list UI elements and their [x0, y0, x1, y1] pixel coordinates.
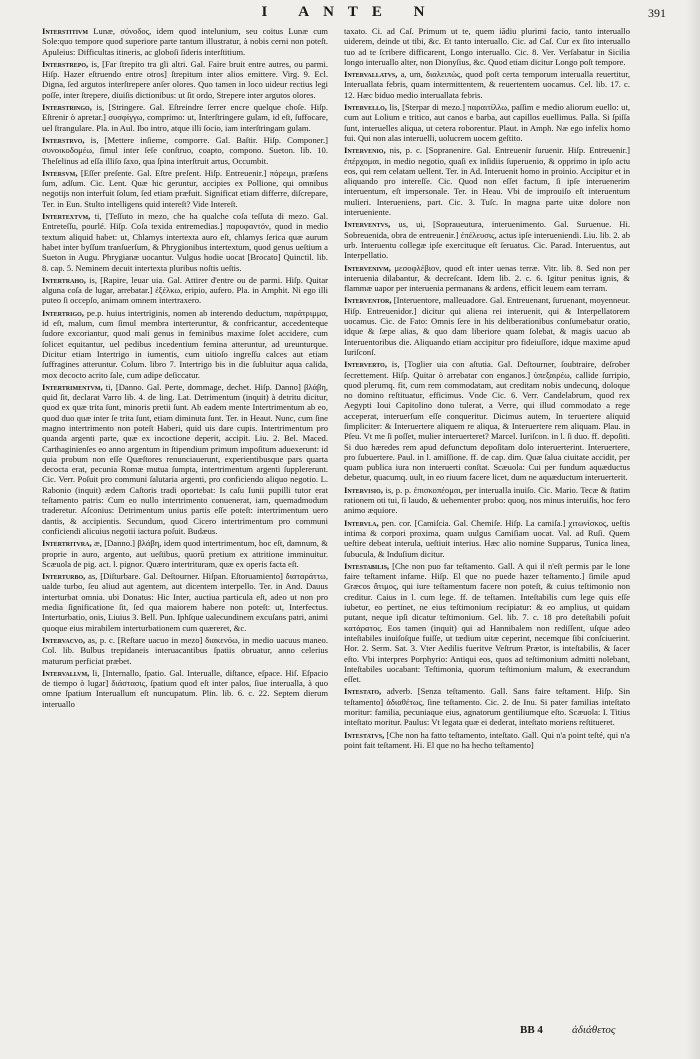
dictionary-entry — [344, 69, 630, 100]
entry-headword: Intertextvm, — [42, 211, 91, 222]
dictionary-entry — [42, 102, 328, 133]
catchword: ἀδιάθετος — [572, 1024, 616, 1036]
entry-headword: Intertraho, — [42, 274, 86, 285]
entry-headword: Interverto, — [344, 359, 387, 370]
entry-text: μεσοφλέβιον, quod eſt inter uenas terræ. Vitr. lib. 8. Sed non per interuenia dilabantur, & decreſcant. Idem lib. 2. c. 6. Igitur penitus ignis, & flammæ uapor per interuenia permanans & ardens, efficit leuem eam terram. — [344, 262, 630, 294]
left-column — [42, 26, 328, 996]
dictionary-entry — [344, 219, 630, 260]
dictionary-entry — [42, 538, 328, 569]
dictionary-entry — [42, 59, 328, 100]
entry-text: lis, [Sterpar di mezo.] παραιτίλλω, paſſim e medio aliorum euello: ut, cum aut Lolium e tritico, aut canos e barba, aut capillos euellimus. Palla. Si ſpiſſa ſunt, interuelles aliqua, ut cetera roborentur. Plaut. in Amph. Næ ego infelix homo fui. Qui non alas interuelli, uolucrem uocem geſtito. — [344, 102, 630, 143]
entry-text: as, p. c. [Reſtare uacuo in mezo] διακενόω, in medio uacuus maneo. Col. lib. Bulbus trepidaneis interuacantibus ſpatiis obruatur, anno celerius maturum perficiat præbet. — [42, 634, 328, 666]
entry-text: taxato. Ci. ad Caſ. Primum ut te, quem iādiu plurimi facio, tanto interuallo uiderem, deinde ut tibi, &c. Et tanto interuallo. Cic. ad Caſ. Cur ex ſito interuallo tuo ad te ſcribere difficarent, Longo interuallo. Cic. 8. Ver. Verſabatur in Sicilia longo interuallo alter, non Dionyſius, &c. Quod etiam dicitur Longo poſt tempore. — [344, 26, 630, 67]
signature-mark: BB 4 — [520, 1024, 543, 1036]
entry-headword: Intestato, — [344, 686, 382, 697]
entry-headword: Interturbo, — [42, 571, 86, 582]
dictionary-entry — [344, 485, 630, 516]
entry-headword: Intervisio, — [344, 484, 383, 495]
entry-headword: Intersvm, — [42, 167, 78, 178]
page-number: 391 — [648, 6, 666, 20]
running-head — [0, 4, 700, 24]
entry-text: is, [Mettere inſieme, comporre. Gal. Baſtir. Hiſp. Componer.] συνοικοδομέω, ſimul inter ſeſe conſtruo, coapto, compono. Sueton. lib. 10. Theſelinus ad eſſa illiſo ſaxo, qua ſpina interſtruit artus, Occumbit. — [42, 134, 328, 166]
dictionary-entry — [344, 730, 630, 751]
dictionary-entry — [344, 359, 630, 483]
running-title: I ANTE N — [261, 4, 439, 20]
entry-headword: Intertrigo, — [42, 307, 84, 318]
right-column — [344, 26, 630, 996]
entry-headword: Intertritvra, — [42, 538, 92, 549]
entry-headword: Intervacvo, — [42, 634, 86, 645]
dictionary-entry — [344, 561, 630, 685]
dictionary-entry — [344, 263, 630, 294]
entry-text: is, [Stringere. Gal. Eſtreindre ſerrer encre quelque choſe. Hiſp. Eſtrenir ò apretar.] συσφίγγω, comprimo: ut, Interſtringere gulam, id eſt, ſuffocare, uel ſtrangulare. Pla. in Aul. Ibo intro, atque illi ſocio, iam interſtringam gulam. — [42, 102, 328, 133]
entry-text: is, p. p. ἐπισκοπέομαι, per interualla inuiſo. Cic. Mario. Tecæ & ſtatim rationem oti tui, ſi laudo, & uehementer probo: quoq, nos minus interuiſis, hoc fero animo æquiore. — [344, 484, 630, 516]
entry-headword: Intervla, — [344, 517, 379, 528]
entry-headword: Intervallatvs, — [344, 69, 398, 80]
page-edge-shadow — [686, 0, 700, 1059]
dictionary-entry — [42, 26, 328, 57]
dictionary-entry — [42, 382, 328, 536]
entry-text: ti, [Teſſuto in mezo, che ha qualche coſa teſſuta di mezo. Gal. Entreteſſu, pourlé. Hiſp. Coſa texida entremedias.] παρυφαντόν, quod in medio textum aliquid habet: ut, Chlamys intertexta auro eſt, chlamys ſerica quæ aurum habet inter byſſum tranſuerſum, & Phrygionibus intertextum, quod genus ueſtium a Sueton in Augu. Phrygianæ uocantur. Vulgus hodie uocat [Brocato] Quinctil. lib. 8. cap. 5. Neminem decuit intertexta pluribus noſtis ueſtis. — [42, 211, 328, 273]
entry-headword: Interstringo, — [42, 102, 92, 113]
dictionary-entry — [42, 571, 328, 633]
dictionary-entry — [42, 275, 328, 306]
dictionary-entry — [344, 145, 630, 217]
entry-text: [Che non puo far teſtamento. Gall. A qui il n'eſt permis par le lone faire teſtament infame. Hiſp. El que no puede hazer teſtamento.] ſimile apud Græcos ἄτιμος, qui iure teſtamentum facere non poteſt, & cuius teſtimonio non creditur. Caius in l. cum lege. ff. de teſtamen. Inteſtabilis cum lege quis eſſe iubetur, eo pertinet, ne eius teſtimonium recipiatur: & eo amplius, ut quidam putant, neque ipſi dicatur teſtimonium. Gel. lib. 7. c. 18 pro deteſtabili poſuit κατάρατος. Eos tamen (inquit) qui ad Hannibalem non rediſſent, uſque adeo inteſtabiles inuiſoſque fuiſſe, ut tædium uitæ ceperint, necemque ſibi conſciuerint. Hor. 2. Serm. Sat. 3. Vter Aedilis fueritve Veſtrum Prætor, is inteſtabilis, & ſacer eſto. Vbi interpres Porphyrio: Antiqui eos, quos ad teſtimonium admitti nolebant, Inteſtabiles uocabant: Teſtimonia, quorum teſtimonium malum, & execrandum eſſet. — [344, 560, 630, 685]
entry-text: æ, [Danno.] βλάβη, idem quod intertrimentum, hoc eſt, damnum, & proprie in auro, argento, aut ueſtibus, quorū pretium ex attritione imminuitur. Scæuola de pig. act. l. pignor. Quæro intertrituram, quæ ex operis facta eſt. — [42, 538, 328, 569]
dictionary-entry — [42, 211, 328, 273]
entry-headword: Interstrvo, — [42, 134, 85, 145]
entry-headword: Intervello, — [344, 102, 387, 113]
entry-text: adverb. [Senza teſtamento. Gall. Sans faire teſtament. Hiſp. Sin teſtamento] ἀδιαθέτως, ſine teſtamento. Cic. 2. de Inu. Si pater familias inteſtato moritur: familia, pecuniaque eius, agnatorum gentiliumque eſto. Scæuola: I. Titius inteſtato moritur. Paulus: Vt legata quæ ei dederat, inteſtato moriens reſtitueret. — [344, 686, 630, 728]
entry-text: [Che non ha fatto teſtamento, inteſtato. Gall. Qui n'a point teſté, qui n'a point fait teſtament. Hi. El que no ha hecho teſtamento] — [344, 729, 630, 750]
dictionary-entry — [42, 168, 328, 209]
entry-headword: Intervallvm, — [42, 667, 90, 678]
entry-text: is, [Toglier uia con aſtutia. Gal. Deſtourner, ſoubtraire, deſrober ſecrettement. Hiſp. Quitar ò arrebatar con enganos.] ὑπεξαιρέω, callide ſurripio, quod plerumq. fit, cum rem commodatam, aut creditam nobis undecunq, doloque no domino reſtituatur, efficimus. Vnde Cic. 6. Verr. Candelabrum, quod rex Aegypti Ioui Capitolino dono tulerat, a Verre, qui illud commodato a rege acceperat, interuerſum eſſe conqueritur. Dicimus autem, In teruertere aliquid ſimpliciter: & Interuertere aliquem re aliqua, & Interuertere rem aliquam. Plau. in Pſeu. Vt me ſi poſſet, mulier interuerteret? Marcel. Iuriſcon. in l. ſi duo. ff. depoſiti. Si duo hæredes rem apud defunctum depoſitam dolo interuerterint. Interuertere, pro ſubuertere. Paul. in l. amiſſione. ff. de cap. dim. Quæ ſalua ciuitate accidit, per quam publica iura non interuerti conſtat. Scæuola: Cui per fundum aquæductus debetur, quacumq. uult, in eo riuum facere licet, dum ne aquæductum interuerterit. — [344, 359, 630, 483]
entry-headword: Intestabilis, — [344, 560, 390, 571]
entry-text: as, [Diſturbare. Gal. Deſtourner. Hiſpan. Eſtoruamiento] διαταράττω, ualde turbo, ſeu aliud aut agentem, aut dicentem interpello. Ter. in And. Dauus interturbat omnia. ubi Donatus: Hic Inter, auctiua particula eſt, adeo ut non pro media ſignificatione ſit, ſed qua maiorem habere non poteſt: ut, Interfectus. Interturbatio, onis, Liuius 3. Bell. Pun. Iphſque ualecundinem excuſans patri, animi quoque eius mirabilem interturbationem cum quæreret, &c. — [42, 571, 328, 633]
entry-headword: Intervenio, — [344, 145, 386, 156]
entry-headword: Interventvs, — [344, 219, 391, 230]
dictionary-entry — [344, 26, 630, 67]
entry-text: is, [Far ſtrepito tra gli altri. Gal. Faire bruit entre autres, ou parmi. Hiſp. Hazer eſtruendo entre otros] ſtrepitum inter alios emittere. Virg. 9. Ecl. Digna, ſed argutos interſtrepere anſer olores. Quo tamen in loco uideur rectius legi poſſe, inter ſtrepere, diuiſis dictionibus: ut ſit ordo, Strepere inter argutos olores. — [42, 58, 328, 100]
entry-headword: Intertrimentvm, — [42, 381, 103, 392]
entry-headword: Interventor, — [344, 295, 392, 306]
entry-text: [Interuentore, malleuadore. Gal. Entreuenant, ſuruenant, moyenneur. Hiſp. Entreuenidor.] dicitur qui aliena rei interuenit, qui & Interpellatorem uocamus. Cic. de Fato: Omnis ſere in his deliberationibus conſumebatur oratio, idque & ſæpe alias, & quo dam liberiore quam ſolebat, & magis uacuo ab Interuentoribus die. Aliquando etiam accipitur pro fideiuſſore, idque maxime apud Iuriſconſ. — [344, 295, 630, 357]
entry-text: Lunæ, σύνοδος, idem quod intelunium, seu coitus Lunæ cum Sole:quo tempore quod superiore parte tantum illustratur, à nobis cerni non poteſt. Apuleius: Difficultas itineris, ac globoſi ſideris interſtitium. — [42, 26, 328, 57]
entry-text: pen. cor. [Camiſcia. Gal. Chemiſe. Hiſp. La camiſa.] χιτωνίσκος, ueſtis intima & corpori proxima, quam uulgus Camiſiam uocat. Val. ad Ruſi. Quem ueſtire debeat interula, ueſtiuit interius. Hæc alio nomine Supparus, Tunica linea, ſubucula, & Induſium dicitur. — [344, 517, 630, 559]
dictionary-entry — [42, 135, 328, 166]
dictionary-entry — [344, 102, 630, 143]
entry-text: pe.p. huius intertriginis, nomen ab interendo deductum, παράτριμμα, id eſt, malum, cum ſimul membra interteruntur, & confricantur, accedenteque ſudore excoriantur, quod mali genus in feminibus maxime ſolet accidere, cum ſolicet equitantur, uel pedibus incedentium femina atteruntur, ad ureunturque. Dicitur etiam Intertrigo in iumentis, cum uitioſo ingreſſu calces aut etiam ſuffragines atteruntur. Colum. libro 7. Intertrigo bis in die ſubluitur aqua calida, mox decocto acrito ſale, cum adipe deſiccatur. — [42, 307, 328, 380]
dictionary-entry — [42, 668, 328, 709]
page-footer — [0, 1024, 700, 1044]
entry-text: us, ui, [Sopraueutura, interuenimento. Gal. Suruenue. Hi. Sobreuenida, obra de entreuenir.] ἐπέλευσις, actus ipſe interueniendi. Liu. lib. 2. ab urb. Interuentu collegæ ipſe exercituque eſt ſeruatus. Cic. Parad. Interuentus, aut Interpellatio. — [344, 219, 630, 261]
entry-headword: Intervenivm, — [344, 262, 391, 273]
entry-text: li, [Internallo, ſpatio. Gal. Interualle, diſtance, eſpace. Hiſ. Eſpacio de tiempo ò lugar] διάστασις, ſpatium quod eſt inter palos, ſiue interualla, à quo omne ſpatium Interuallum eſt nuncupatum. Plin. lib. 6. c. 22. Septem dierum interuallo — [42, 667, 328, 709]
dictionary-entry — [344, 295, 630, 357]
entry-text: is, [Rapire, leuar uia. Gal. Attirer d'entre ou de parmi. Hiſp. Quitar alguna coſa de lugar, arrebatar.] ἐξέλκω, eripio, aufero. Pla. in Amphit. Ni ego illi puteo ſi occepſo, animam omnem intertraxero. — [42, 274, 328, 306]
entry-text: [Eſſer preſente. Gal. Eſtre preſent. Hiſp. Entreuenir.] πάρειμι, præſens ſum, adſum. Cic. Lent. Quæ hic geruntur, accipies ex Pollione, qui omnibus negotijs non interfuit ſolum, ſed etiam præfuit. Significat etiam differre, diſcrepare, Ter. in Eun. Stulto intelligens quid intereſt? Vide Intereſt. — [42, 167, 328, 209]
entry-text: nis, p. c. [Sopranenire. Gal. Entreuenir ſuruenir. Hiſp. Entreuenir.] ἐπέρχομαι, in medio negotio, quaſi ex inſidiis ſuperuenio, & opprimo in ipſo actu eos, qui rem celatam uellent. Ter. in Ad. Interuenit homo in proinio. Accipitur et in aliquando pro intereſſe. Cic. Quod non eſſet factum, ſi ipſe interuenerim interuentum, eſt impersonale. Ter. in Heau. Vbi de improuiſo eſt interuentum mulieri. Interueniens, part. Cic. 3. Tuſc. In magna parte uitæ dolore non interueniente. — [344, 145, 630, 218]
entry-text: a, um, διαλειπὼς, quod poſt certa temporum interualla reuertitur, Interuallata febris, quam intermittentem, & reuertentem uocamus. Cel. lib. 17. c. 12. Hæc biduo medio interuallata febris. — [344, 69, 630, 100]
dictionary-entry — [42, 635, 328, 666]
entry-headword: Interstrepo, — [42, 58, 89, 69]
dictionary-entry — [42, 308, 328, 380]
entry-text: ti, [Danno. Gal. Perte, dommage, dechet. Hiſp. Danno] βλάβη, quid ſit, declarat Varro lib. 4. de ling. Lat. Detrimentum (inquit) à detritu dicitur, quod ex quæ trita ſunt, minoris pretii ſunt. Ab eadem mente Intertrimentum ab eo, quod duo quæ inter ſe trita ſunt, etiam diminuta ſunt. Ter. in Heaut. Nunc, cum ſine magno intertrimento non poteſt Haberi, quid uis dare cupis. Intertrimentum pro quanda argenti parte, quæ ex incoctione deperit, accipit. Liu. 2. Bel. Maced. Carthaginienſes eo anno argentum in ſtipendium primum impoſitum aduexerunt: id quia probum non eſſe Quæſtores renunciauerunt, experientibusque pars quarta decocta erat, pecunia Romæ mutua ſumpta, intertrimentum argenti ſupplererunt. Cic. Verr. Poſuit pro communi ſalutaria argenti, pro conficiendo aliquo negotio. L. Rabonio (inquit) ædem Caſtoris tradi oportebat: Is caſu Iunii pupilli tutor erat teſtamento patris: Cum eo nullo intertrimento conuenerat, iam, quemadmodum traderetur. Aſconius: Detrimentum unius partis eſſe poteſt: intertrimentum uero dantis, & accipientis. Secundum, quod Cicero intertrimentum pro communi conficiendi alicuius negotii iactura poſuit. Budæus. — [42, 381, 328, 536]
entry-headword: Interstitivm — [42, 26, 89, 36]
dictionary-entry — [344, 518, 630, 559]
dictionary-entry — [344, 686, 630, 727]
entry-headword: Intestatvs, — [344, 729, 385, 740]
